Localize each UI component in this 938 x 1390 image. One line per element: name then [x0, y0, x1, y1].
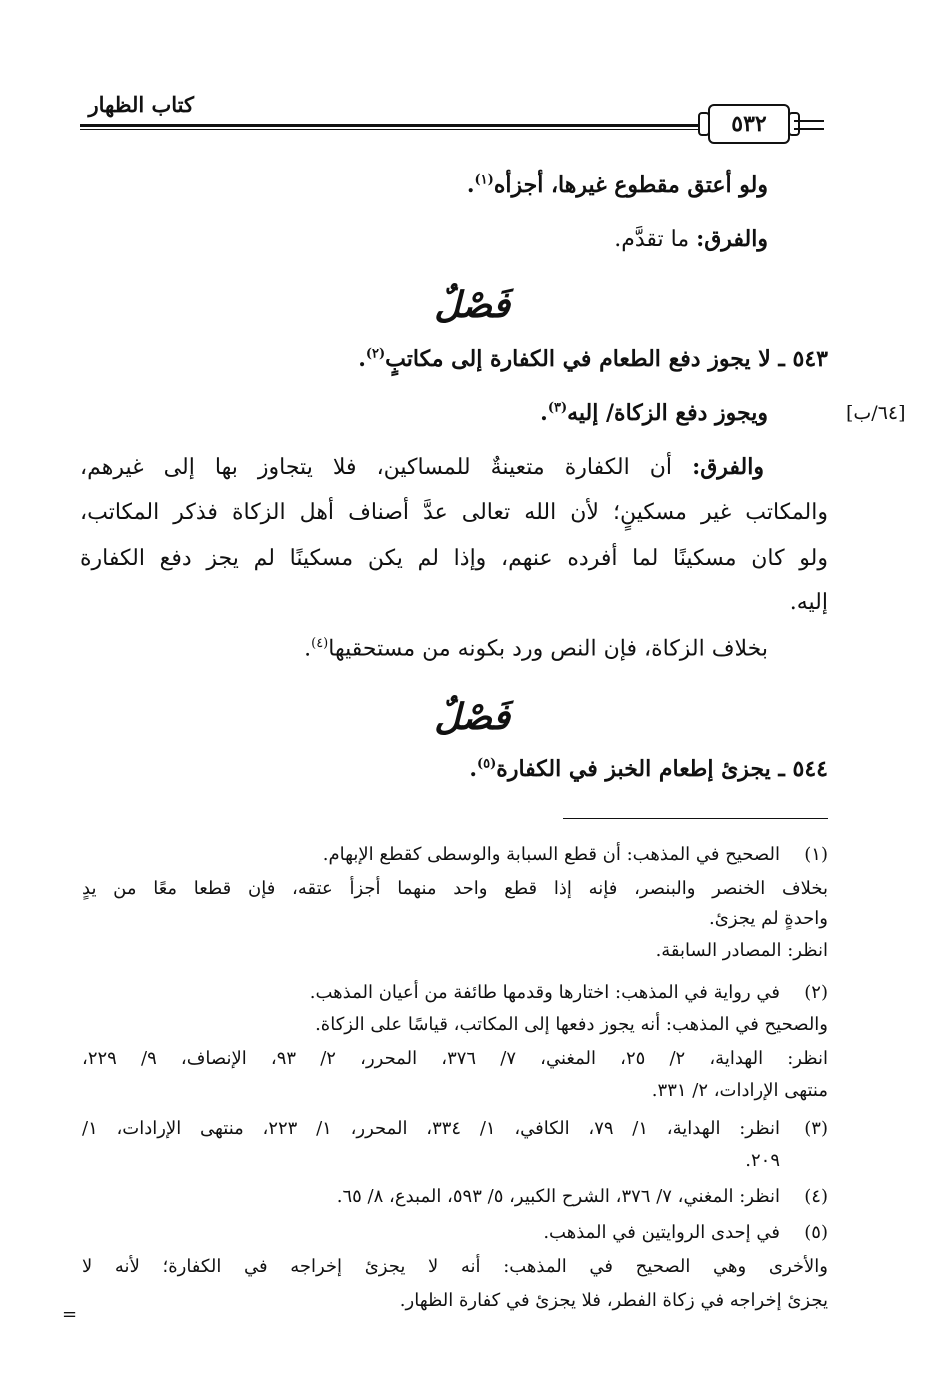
difference-line-4: إليه. — [789, 590, 828, 615]
footnote-5-line-1: في إحدى الروايتين في المذهب. — [543, 1222, 780, 1243]
footnote-2-line-4: منتهى الإرادات، ٢/ ٣٣١. — [651, 1080, 828, 1101]
header-ornament-lower — [794, 128, 824, 130]
body-line-1: ولو أعتق مقطوع غيرها، أجزأه$^{(١)}$. — [466, 172, 768, 198]
footnote-ref-2[interactable]: (٢) — [365, 346, 386, 362]
footnote-divider — [563, 818, 828, 819]
running-head-title: كتاب الظهار — [88, 92, 194, 117]
folio-margin-marker: [٦٤/ب] — [846, 402, 906, 424]
footnote-4-line-1: انظر: المغني، ٧/ ٣٧٦، الشرح الكبير، ٥/ ٥٩٣، المبدع، ٨/ ٦٥. — [336, 1186, 780, 1207]
footnote-5-line-2: والأخرى وهي الصحيح في المذهب: أنه لا يجزئ إخراجه في الكفارة؛ لأنه لا — [82, 1256, 828, 1277]
footnote-1-line-2: بخلاف الخنصر والبنصر، فإنه إذا قطع واحد منهما أجزأ عتقه، فإن قطعا معًا من يدٍ — [82, 878, 828, 899]
footnote-ref-1[interactable]: (١) — [474, 172, 494, 188]
zakat-exception-line: بخلاف الزكاة، فإن النص ورد بكونه من مستحقيها$^{(٤)}$. — [304, 636, 768, 662]
footnote-5-line-3: يجزئ إخراجه في زكاة الفطر، فلا يجزئ في كفارة الظهار. — [399, 1290, 828, 1311]
page-number-frame — [708, 104, 790, 144]
body-line-2: والفرق: ما تقدَّم. — [614, 226, 768, 252]
page-number: ٥٣٢ — [731, 111, 767, 137]
difference-line-3: ولو كان مسكينًا لما أفرده عنهم، وإذا لم يكن مسكينًا لم يجز دفع الكفارة — [80, 546, 828, 571]
footnote-number-2: (٢) — [804, 982, 828, 1003]
footnote-number-1: (١) — [804, 844, 828, 865]
footnote-1-line-1: الصحيح في المذهب: أن قطع السبابة والوسطى كقطع الإبهام. — [322, 844, 780, 865]
footnote-1-line-4: انظر: المصادر السابقة. — [655, 940, 828, 961]
footnote-3-line-1: انظر: الهداية، ١/ ٧٩، الكافي، ١/ ٣٣٤، المحرر، ١/ ٢٢٣، منتهى الإرادات، ١/ — [82, 1118, 780, 1139]
continuation-mark: = — [62, 1304, 78, 1325]
footnote-3-line-2: ٢٠٩. — [745, 1150, 780, 1171]
footnote-ref-3[interactable]: (٣) — [547, 400, 568, 416]
header-rule-thin — [80, 129, 723, 130]
footnote-2-line-3: انظر: الهداية، ٢/ ٢٥، المغني، ٧/ ٣٧٦، المحرر، ٢/ ٩٣، الإنصاف، ٩/ ٢٢٩، — [82, 1048, 829, 1069]
footnote-1-line-3: واحدةٍ لم يجزئ. — [709, 908, 828, 929]
issue-543: ٥٤٣ ـ لا يجوز دفع الطعام في الكفارة إلى مكاتبٍ$^{(٢)}$. — [358, 346, 828, 372]
difference-line-2: والمكاتب غير مسكينٍ؛ لأن الله تعالى عدَّ أصناف أهل الزكاة فذكر المكاتب، — [80, 500, 828, 525]
issue-544: ٥٤٤ ـ يجزئ إطعام الخبز في الكفارة$^{(٥)}$. — [469, 756, 828, 782]
section-heading-fasl-2: فَصْلٌ — [434, 696, 510, 738]
footnote-number-3: (٣) — [804, 1118, 828, 1139]
footnote-ref-4[interactable]: (٤) — [311, 636, 329, 651]
issue-543-zakat: ويجوز دفع الزكاة/ إليه$^{(٣)}$. — [540, 400, 768, 426]
footnote-ref-5[interactable]: (٥) — [477, 756, 497, 772]
footnote-number-5: (٥) — [804, 1222, 828, 1243]
header-ornament — [794, 120, 824, 122]
footnote-2-line-1: في رواية في المذهب: اختارها وقدمها طائفة من أعيان المذهب. — [309, 982, 780, 1003]
section-heading-fasl-1: فَصْلٌ — [434, 284, 510, 326]
footnote-number-4: (٤) — [804, 1186, 828, 1207]
footnote-2-line-2: والصحيح في المذهب: أنه يجوز دفعها إلى المكاتب، قياسًا على الزكاة. — [315, 1014, 828, 1035]
header-rule — [80, 124, 723, 127]
difference-line-1: والفرق: أن الكفارة متعينةٌ للمساكين، فلا يتجاوز بها إلى غيرهم، — [80, 454, 764, 480]
